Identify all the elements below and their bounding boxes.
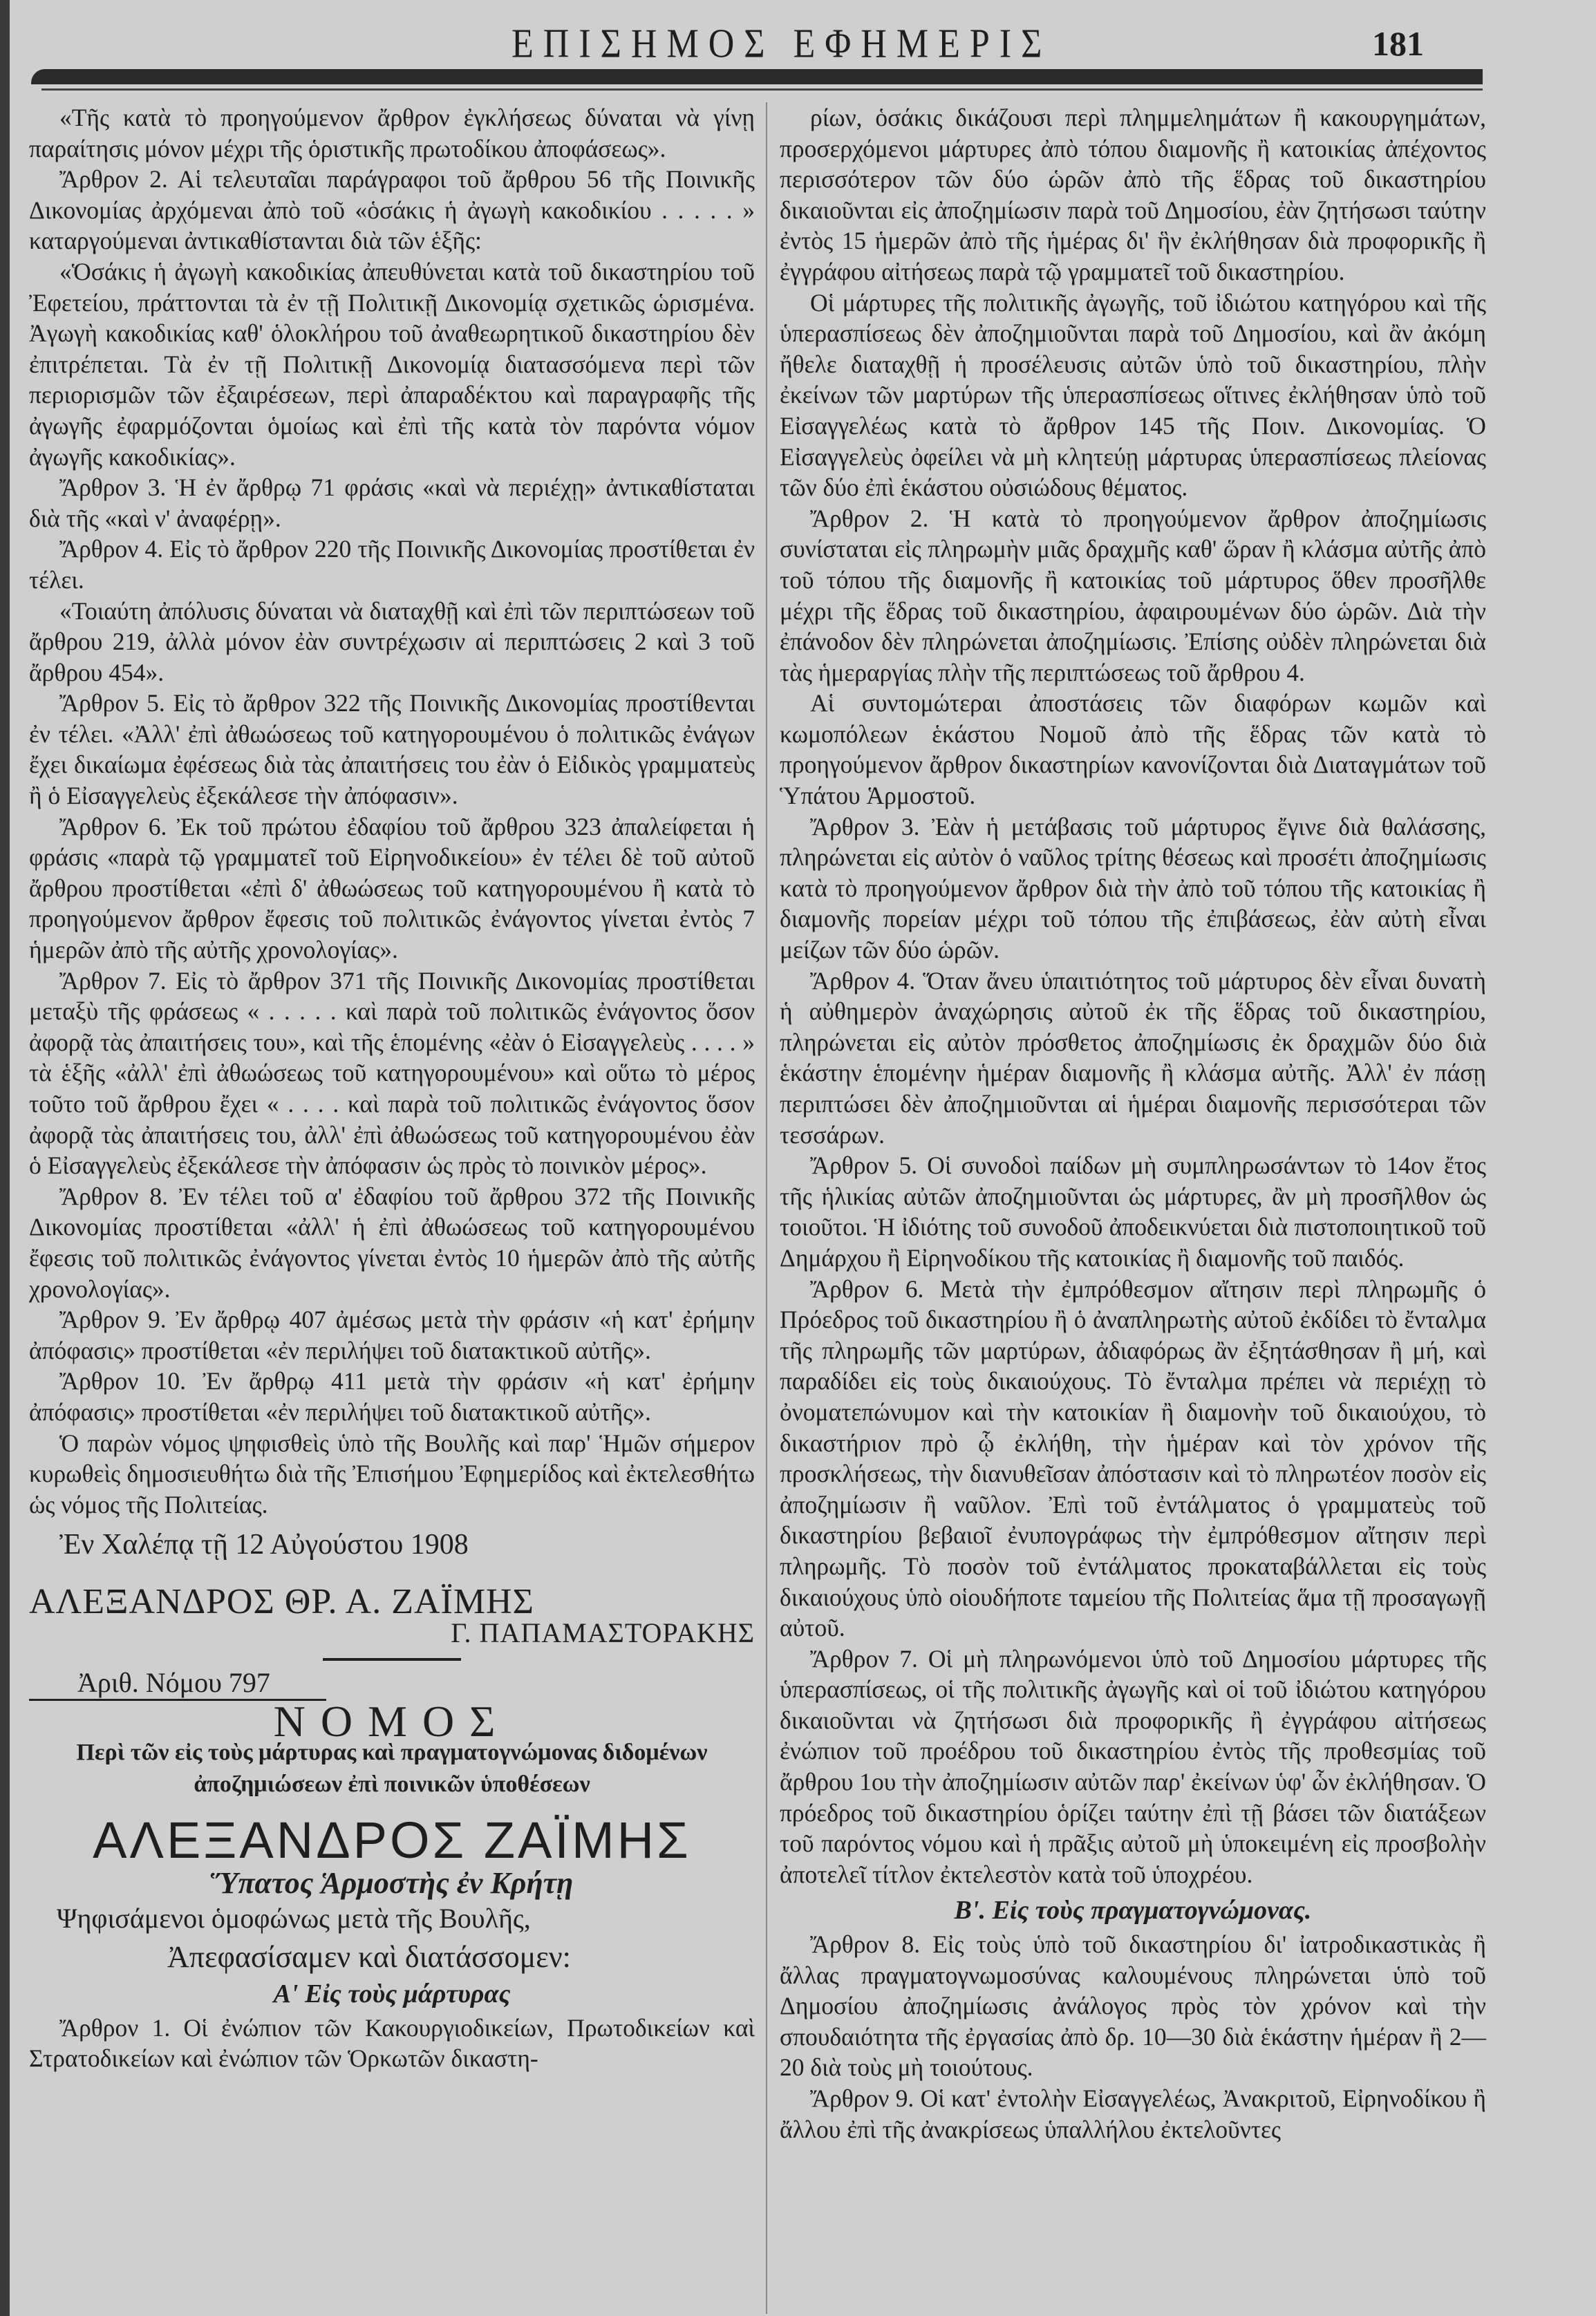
paragraph: «Τοιαύτη ἀπόλυσις δύναται νὰ διαταχθῇ καὶ ἐπὶ τῶν περιπτώσεων τοῦ ἄρθρου 219, ἀλλὰ μόνον ἐὰν συντρέχωσιν αἱ περιπτώσεις 2 καὶ 3 τοῦ ἄρθρου 454». — [29, 596, 755, 686]
paragraph: Ἄρθρον 5. Οἱ συνοδοὶ παίδων μὴ συμπληρωσάντων τὸ 14ον ἔτος τῆς ἡλικίας αὐτῶν ἀποζημιοῦνται ὡς μάρτυρες, ἂν μὴ προσῆλθον ὡς τοιοῦτοι. Ἡ ἰδιότης τοῦ συνοδοῦ ἀποδεικνύεται διὰ πιστοποιητικοῦ τοῦ Δημάρχου ἢ Εἰρηνοδίκου τῆς κατοικίας ἢ διαμονῆς τοῦ παιδός. — [780, 1151, 1486, 1272]
paragraph: «Ὁσάκις ἡ ἀγωγὴ κακοδικίας ἀπευθύνεται κατὰ τοῦ δικαστηρίου τοῦ Ἐφετείου, πράττονται τὰ ἐν τῇ Πολιτικῇ Δικονομίᾳ σχετικῶς ὡρισμένα. Ἀγωγὴ κακοδικίας καθ' ὁλοκλήρου τοῦ ἀναθεωρητικοῦ δικαστηρίου δὲν ἐπιτρέπεται. Τὰ ἐν τῇ Πολιτικῇ Δικονομίᾳ διατασσόμενα περὶ τῶν περιορισμῶν τῶν ἐξαιρέσεων, περὶ ἀπαραδέκτου καὶ παραγραφῆς τῆς ἀγωγῆς ἐφαρμόζονται ὁμοίως καὶ ἐπὶ τῆς κατὰ τὸν παρόντα νόμον ἀγωγῆς κακοδικίας». — [29, 257, 755, 471]
paragraph: Αἱ συντομώτεραι ἀποστάσεις τῶν διαφόρων κωμῶν καὶ κωμοπόλεων ἑκάστου Νομοῦ ἀπὸ τῆς ἕδρας τῶν κατὰ τὸ προηγούμενον ἄρθρον δικαστηρίων κανονίζονται διὰ Διαταγμάτων τοῦ Ὑπάτου Ἁρμοστοῦ. — [780, 689, 1486, 810]
separator-rule — [323, 1658, 461, 1661]
signature-counter: Γ. ΠΑΠΑΜΑΣΤΟΡΑΚΗΣ — [451, 1617, 755, 1648]
law-number: Ἀριθ. Νόμου 797 — [29, 1668, 326, 1701]
header-rule-thin — [41, 88, 1483, 91]
header-rule — [31, 69, 1483, 84]
paragraph: Ἄρθρον 3. Ἡ ἐν ἄρθρῳ 71 φράσις «καὶ νὰ περιέχῃ» ἀντικαθίσταται διὰ τῆς «καὶ ν' ἀναφέρῃ». — [29, 473, 755, 532]
signature-main: ΑΛΕΞΑΝΔΡΟΣ ΘΡ. Α. ΖΑΪΜΗΣ — [29, 1581, 534, 1621]
section-heading-a: Α' Εἰς τοὺς μάρτυρας — [273, 1979, 511, 2009]
page-edge-shadow — [0, 0, 10, 2316]
paragraph: Ἄρθρον 7. Οἱ μὴ πληρωνόμενοι ὑπὸ τοῦ Δημοσίου μάρτυρες τῆς ὑπερασπίσεως, οἱ τῆς πολιτικῆς ἀγωγῆς καὶ οἱ τοῦ ἰδιώτου κατηγόρου δικαιοῦνται νὰ ζητήσωσι διὰ προφορικῆς ἢ ἐγγράφου αἰτήσεως ἐνώπιον τοῦ προέδρου τοῦ δικαστηρίου ἐντὸς τῆς προθεσμίας τοῦ ἄρθρου 1ου τὴν ἀποζημίωσιν αὐτῶν παρ' ἐκείνων ὑφ' ὧν ἐκλήθησαν. Ὁ πρόεδρος τοῦ δικαστηρίου ὁρίζει ταύτην ἐπὶ τῇ βάσει τῶν διατάξεων τοῦ παρόντος νόμου καὶ ἡ πρᾶξις αὐτοῦ μὴ ὑποκειμένη εἰς προσβολὴν ἀποτελεῖ τίτλον ἐκτελεστὸν κατὰ τοῦ ὑποχρέου. — [780, 1644, 1486, 1888]
left-column — [29, 102, 755, 2074]
paragraph: Ἄρθρον 8. Ἐν τέλει τοῦ α' ἐδαφίου τοῦ ἄρθρου 372 τῆς Ποινικῆς Δικονομίας προστίθεται «ἀλλ' ἡ ἐπὶ ἀθωώσεως τοῦ κατηγορουμένου ἔφεσις τοῦ πολιτικῶς ἐνάγοντος γίνεται ἐντὸς 10 ἡμερῶν ἀπὸ τῆς αὐτῆς χρονολογίας». — [29, 1182, 755, 1303]
paragraph: Ἄρθρον 6. Ἐκ τοῦ πρώτου ἐδαφίου τοῦ ἄρθρου 323 ἀπαλείφεται ἡ φράσις «παρὰ τῷ γραμματεῖ τοῦ Εἰρηνοδικείου» ἐν τέλει δὲ τοῦ αὐτοῦ ἄρθρου προστίθεται «ἐπὶ δ' ἀθωώσεως τοῦ κατηγορουμένου ἢ κατὰ τὸ προηγούμενον ἄρθρον ἔφεσις τοῦ πολιτικῶς ἐνάγοντος γίνεται ἐντὸς 7 ἡμερῶν ἀπὸ τῆς αὐτῆς χρονολογίας». — [29, 812, 755, 964]
voted-line: Ψηφισάμενοι ὁμοφώνως μετὰ τῆς Βουλῆς, — [57, 1902, 531, 1934]
ruler-title: Ὕπατος Ἁρμοστὴς ἐν Κρήτῃ — [210, 1866, 574, 1901]
paragraph: Ἄρθρον 4. Εἰς τὸ ἄρθρον 220 τῆς Ποινικῆς Δικονομίας προστίθεται ἐν τέλει. — [29, 535, 755, 594]
paragraph: Ἄρθρον 6. Μετὰ τὴν ἐμπρόθεσμον αἴτησιν περὶ πληρωμῆς ὁ Πρόεδρος τοῦ δικαστηρίου ἢ ὁ ἀναπληρωτὴς αὐτοῦ ἐκδίδει τὸ ἔνταλμα τῆς πληρωμῆς τῶν μαρτύρων, ἀδιαφόρως ἂν ἐξητάσθησαν ἢ μή, καὶ παραδίδει εἰς τοὺς δικαιούχους. Τὸ ἔνταλμα πρέπει νὰ περιέχῃ τὸ ὀνοματεπώνυμον καὶ τὴν κατοικίαν ἢ διαμονὴν τοῦ δικαιούχου, τὸ δικαστήριον πρὸ ᾧ ἐκλήθη, τὴν ἡμέραν καὶ τὸν χρόνον τῆς προσκλήσεως, τὴν διανυθεῖσαν ἀπόστασιν καὶ τὸ πληρωτέον ποσὸν εἰς ἀποζημίωσιν ἢ ναῦλον. Ἐπὶ τοῦ ἐντάλματος ὁ γραμματεὺς τοῦ δικαστηρίου βεβαιοῖ ἐνυπογράφως τὴν ἐμπρόθεσμον αἴτησιν περὶ πληρωμῆς. Τὸ ποσὸν τοῦ ἐντάλματος προκαταβάλλεται εἰς τοὺς δικαιούχους ὑπὸ οἱουδήποτε ταμείου τῆς Πολιτείας ἅμα τῇ προσαγωγῇ αὐτοῦ. — [780, 1274, 1486, 1642]
ruler-name: ΑΛΕΞΑΝΔΡΟΣ ΖΑΪΜΗΣ — [93, 1811, 691, 1870]
right-paragraphs-a — [780, 102, 1486, 1890]
paragraph: Ἄρθρον 9. Ἐν ἄρθρῳ 407 ἀμέσως μετὰ τὴν φράσιν «ἡ κατ' ἐρήμην ἀπόφασις» προστίθεται «ἐν περιλήψει τοῦ διατακτικοῦ αὐτῆς». — [29, 1306, 755, 1364]
paragraph: Ἄρθρον 8. Εἰς τοὺς ὑπὸ τοῦ δικαστηρίου δι' ἰατροδικαστικὰς ἢ ἄλλας πραγματογνωμοσύνας καλουμένους πληρώνεται ὑπὸ τοῦ Δημοσίου ἀποζημίωσις ἀνάλογος πρὸς τὸν χρόνον καὶ τὴν σπουδαιότητα τῆς ἐργασίας ἀπὸ δρ. 10—30 διὰ ἑκάστην ἡμέραν ἢ 2—20 διὰ τοὺς μὴ τοιούτους. — [780, 1930, 1486, 2082]
paragraph: Οἱ μάρτυρες τῆς πολιτικῆς ἀγωγῆς, τοῦ ἰδιώτου κατηγόρου καὶ τῆς ὑπερασπίσεως δὲν ἀποζημιοῦνται παρὰ τοῦ Δημοσίου, καὶ ἂν ἀκόμη ἤθελε διαταχθῇ ἡ προσέλευσις αὐτῶν ὑπὸ τοῦ δικαστηρίου, πλὴν ἐκείνων τῶν μαρτύρων τῆς ὑπερασπίσεως οἵτινες ἐκλήθησαν ὑπὸ τοῦ Εἰσαγγελέως κατὰ τὸ ἄρθρον 145 τῆς Ποιν. Δικονομίας. Ὁ Εἰσαγγελεὺς ὀφείλει νὰ μὴ κλητεύῃ μάρτυρας ὑπερασπίσεως πλείονας τῶν δύο ἐπὶ ἑκάστου οὐσιώδους θέματος. — [780, 288, 1486, 502]
left-paragraphs — [29, 102, 755, 1520]
paragraph: Ἄρθρον 5. Εἰς τὸ ἄρθρον 322 τῆς Ποινικῆς Δικονομίας προστίθενται ἐν τέλει. «Ἀλλ' ἐπὶ ἀθωώσεως τοῦ κατηγορουμένου ὁ πολιτικῶς ἐνάγων ἔχει δικαίωμα ἐφέσεως διὰ τὰς ἀπαιτήσεις του ἐὰν ὁ Εἰδικὸς γραμματεὺς ἢ ὁ Εἰσαγγελεὺς ἐξεκάλεσε τὴν ἀπόφασιν». — [29, 689, 755, 810]
paragraph: Ἄρθρον 7. Εἰς τὸ ἄρθρον 371 τῆς Ποινικῆς Δικονομίας προστίθεται μεταξὺ τῆς φράσεως « . . . . . καὶ παρὰ τοῦ πολιτικῶς ἐνάγοντος ὅσον ἀφορᾷ τὰς ἀπαιτήσεις του», καὶ τῆς ἑπομένης «ἐὰν ὁ Εἰσαγγελεὺς . . . . » τὰ ἑξῆς «ἀλλ' ἐπὶ ἀθωώσεως τοῦ κατηγορουμένου» καὶ οὕτω τὸ μέρος τοῦτο τοῦ ἄρθρου ἔχει « . . . . καὶ παρὰ τοῦ πολιτικῶς ἐνάγοντος ὅσον ἀφορᾷ τὰς ἀπαιτήσεις του, ἀλλ' ἐπὶ ἀθωώσεως τοῦ κατηγορουμένου ἐὰν ὁ Εἰσαγγελεὺς ἐξεκάλεσε τὴν ἀπόφασιν ὡς πρὸς τὸ ποινικὸν μέρος». — [29, 966, 755, 1180]
law-heading: ΝΟΜΟΣ — [273, 1696, 511, 1746]
paragraph: Ἄρθρον 2. Ἡ κατὰ τὸ προηγούμενον ἄρθρον ἀποζημίωσις συνίσταται εἰς πληρωμὴν μιᾶς δραχμῆς καθ' ὥραν ἢ κλάσμα αὐτῆς ἀπὸ τοῦ τόπου τῆς διαμονῆς ἢ κατοικίας τοῦ μάρτυρος ὅθεν προσῆλθε μέχρι τῆς ἕδρας τοῦ δικαστηρίου, ἀφαιρουμένων δύο ὡρῶν. Διὰ τὴν ἐπάνοδον δὲν πληρώνεται ἀποζημίωσις. Ἐπίσης οὐδὲν πληρώνεται διὰ τὰς ἡμεραργίας πλὴν τῆς περιπτώσεως τοῦ ἄρθρου 4. — [780, 504, 1486, 686]
law-subject: Περὶ τῶν εἰς τοὺς μάρτυρας καὶ πραγματογνώμονας διδομένων ἀποζημιώσεων ἐπὶ ποινικῶν ὑποθέσεων — [76, 1740, 708, 1798]
right-paragraphs-b — [780, 1929, 1486, 2145]
paragraph: Ὁ παρὼν νόμος ψηφισθεὶς ὑπὸ τῆς Βουλῆς καὶ παρ' Ἡμῶν σήμερον κυρωθεὶς δημοσιευθήτω διὰ τῆς Ἐπισήμου Ἐφημερίδος καὶ ἐκτελεσθήτω ὡς νόμος τῆς Πολιτείας. — [29, 1429, 755, 1518]
paragraph: «Τῆς κατὰ τὸ προηγούμενον ἄρθρον ἐγκλήσεως δύναται νὰ γίνῃ παραίτησις μόνον μέχρι τῆς ὁριστικῆς πρωτοδίκου ἀποφάσεως». — [29, 104, 755, 162]
date-line: Ἐν Χαλέπᾳ τῇ 12 Αὐγούστου 1908 — [59, 1529, 469, 1561]
paragraph: Ἄρθρον 10. Ἐν ἄρθρῳ 411 μετὰ τὴν φράσιν «ἡ κατ' ἐρήμην ἀπόφασις» προστίθεται «ἐν περιλήψει τοῦ διατακτικοῦ αὐτῆς». — [29, 1367, 755, 1426]
right-column — [780, 102, 1486, 2145]
column-divider — [766, 102, 767, 2314]
article-1: Ἄρθρον 1. Οἱ ἐνώπιον τῶν Κακουργιοδικείων, Πρωτοδικείων καὶ Στρατοδικείων καὶ ἐνώπιον τῶν Ὁρκωτῶν δικαστη- — [29, 2013, 755, 2073]
section-heading-b: Β'. Εἰς τοὺς πραγματογνώμονας. — [954, 1896, 1312, 1926]
page-number: 181 — [1372, 24, 1424, 63]
paragraph: Ἄρθρον 2. Αἱ τελευταῖαι παράγραφοι τοῦ ἄρθρου 56 τῆς Ποινικῆς Δικονομίας ἀρχόμεναι ἀπὸ τοῦ «ὁσάκις ἡ ἀγωγὴ κακοδικίου . . . . . » καταργούμεναι ἀντικαθίστανται διὰ τῶν ἑξῆς: — [29, 165, 755, 255]
paragraph: ρίων, ὁσάκις δικάζουσι περὶ πλημμελημάτων ἢ κακουργημάτων, προσερχόμενοι μάρτυρες ἀπὸ τόπου διαμονῆς ἢ κατοικίας ἀπέχοντος περισσότερον τῶν δύο ὡρῶν ἀπὸ τῆς ἕδρας τοῦ δικαστηρίου δικαιοῦνται εἰς ἀποζημίωσιν παρὰ τοῦ Δημοσίου, ἐὰν ζητήσωσι ταύτην ἐντὸς 15 ἡμερῶν ἀπὸ τῆς ἡμέρας δι' ἣν ἐκλήθησαν διὰ προφορικῆς ἢ ἐγγράφου αἰτήσεως παρὰ τῷ γραμματεῖ τοῦ δικαστηρίου. — [780, 104, 1486, 285]
decided-line: Ἀπεφασίσαμεν καὶ διατάσσομεν: — [167, 1940, 571, 1975]
paragraph: Ἄρθρον 3. Ἐὰν ἡ μετάβασις τοῦ μάρτυρος ἔγινε διὰ θαλάσσης, πληρώνεται εἰς αὐτὸν ὁ ναῦλος τρίτης θέσεως καὶ προσέτι ἀποζημίωσις κατὰ τὸ προηγούμενον ἄρθρον διὰ τὴν ἀπὸ τοῦ τόπου τῆς κατοικίας ἢ διαμονῆς πορείαν μέχρι τοῦ τόπου τῆς ἐπιβάσεως, ἐὰν αὐτὴ εἶναι μείζων τῶν δύο ὡρῶν. — [780, 812, 1486, 964]
paragraph: Ἄρθρον 4. Ὅταν ἄνευ ὑπαιτιότητος τοῦ μάρτυρος δὲν εἶναι δυνατὴ ἡ αὐθημερὸν ἀναχώρησις αὐτοῦ ἐκ τῆς ἕδρας τοῦ δικαστηρίου, πληρώνεται εἰς αὐτὸν πρόσθετος ἀποζημίωσις ἐκ δραχμῶν δύο διὰ ἑκάστην ἑπομένην ἡμέραν διαμονῆς ἢ κλάσμα αὐτῆς. Ἀλλ' ἐν πάσῃ περιπτώσει δὲν ἀποζημιοῦνται αἱ ἡμέραι διαμονῆς περισσότεραι τῶν τεσσάρων. — [780, 966, 1486, 1149]
paragraph: Ἄρθρον 9. Οἱ κατ' ἐντολὴν Εἰσαγγελέως, Ἀνακριτοῦ, Εἰρηνοδίκου ἢ ἄλλου ἐπὶ τῆς ἀνακρίσεως ὑπαλλήλου ἐκτελοῦντες — [780, 2084, 1486, 2143]
gazette-title: ΕΠΙΣΗΜΟΣ ΕΦΗΜΕΡΙΣ — [511, 21, 1052, 67]
